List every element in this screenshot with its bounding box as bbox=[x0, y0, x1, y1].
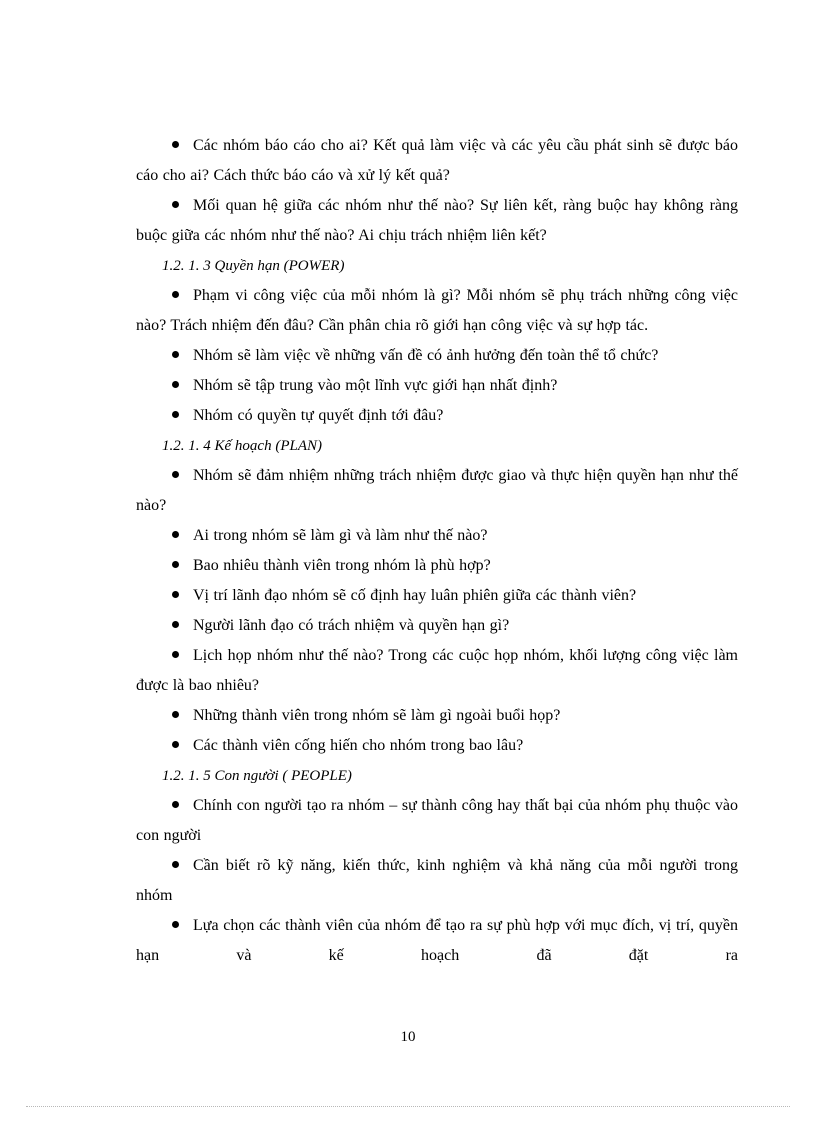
paragraph-text: Nhóm sẽ tập trung vào một lĩnh vực giới hạn nhất định? bbox=[193, 377, 558, 394]
bullet-paragraph bbox=[136, 641, 738, 701]
paragraph-text: Nhóm có quyền tự quyết định tới đâu? bbox=[193, 407, 444, 424]
bullet-paragraph bbox=[136, 551, 738, 581]
bullet-icon bbox=[172, 471, 179, 478]
page-bottom-divider bbox=[26, 1106, 790, 1107]
bullet-icon bbox=[172, 651, 179, 658]
bullet-paragraph bbox=[136, 521, 738, 551]
bullet-icon bbox=[172, 561, 179, 568]
bullet-icon bbox=[172, 591, 179, 598]
bullet-paragraph bbox=[136, 581, 738, 611]
bullet-paragraph bbox=[136, 731, 738, 761]
paragraph-text: Nhóm sẽ đảm nhiệm những trách nhiệm được giao và thực hiện quyền hạn như thế nào? bbox=[136, 467, 738, 514]
bullet-icon bbox=[172, 411, 179, 418]
paragraph-text: Ai trong nhóm sẽ làm gì và làm như thế nào? bbox=[193, 527, 488, 544]
section-heading-power: 1.2. 1. 3 Quyền hạn (POWER) bbox=[162, 258, 345, 274]
bullet-paragraph bbox=[136, 131, 738, 191]
paragraph-text: Cần biết rõ kỹ năng, kiến thức, kinh nghiệm và khả năng của mỗi người trong nhóm bbox=[136, 857, 738, 904]
bullet-icon bbox=[172, 351, 179, 358]
bullet-icon bbox=[172, 201, 179, 208]
bullet-paragraph bbox=[136, 461, 738, 521]
section-heading-plan: 1.2. 1. 4 Kế hoạch (PLAN) bbox=[162, 438, 322, 454]
paragraph-text: Phạm vi công việc của mỗi nhóm là gì? Mỗi nhóm sẽ phụ trách những công việc nào? Trách nhiệm đến đâu? Cần phân chia rõ giới hạn công việc và sự hợp tác. bbox=[136, 287, 738, 334]
paragraph-text: Các thành viên cống hiến cho nhóm trong bao lâu? bbox=[193, 737, 524, 754]
bullet-icon bbox=[172, 621, 179, 628]
bullet-paragraph bbox=[136, 371, 738, 401]
bullet-icon bbox=[172, 741, 179, 748]
bullet-icon bbox=[172, 381, 179, 388]
paragraph-text: Chính con người tạo ra nhóm – sự thành công hay thất bại của nhóm phụ thuộc vào con người bbox=[136, 797, 738, 844]
bullet-paragraph bbox=[136, 191, 738, 251]
paragraph-text: Mối quan hệ giữa các nhóm như thế nào? Sự liên kết, ràng buộc hay không ràng buộc giữa các nhóm như thế nào? Ai chịu trách nhiệm liên kết? bbox=[136, 197, 738, 244]
bullet-paragraph bbox=[136, 701, 738, 731]
bullet-icon bbox=[172, 921, 179, 928]
page-number: 10 bbox=[400, 1029, 416, 1045]
paragraph-text: Nhóm sẽ làm việc về những vấn đề có ảnh hưởng đến toàn thể tổ chức? bbox=[193, 347, 659, 364]
bullet-paragraph bbox=[136, 611, 738, 641]
bullet-paragraph bbox=[136, 341, 738, 371]
bullet-icon bbox=[172, 711, 179, 718]
bullet-icon bbox=[172, 801, 179, 808]
paragraph-text: Lịch họp nhóm như thế nào? Trong các cuộc họp nhóm, khối lượng công việc làm được là bao nhiêu? bbox=[136, 647, 738, 694]
document-body bbox=[136, 131, 738, 971]
bullet-paragraph bbox=[136, 911, 738, 971]
bullet-paragraph bbox=[136, 791, 738, 851]
paragraph-text: Lựa chọn các thành viên của nhóm để tạo ra sự phù hợp với mục đích, vị trí, quyền hạn và kế hoạch đã đặt ra bbox=[136, 917, 738, 964]
paragraph-text: Những thành viên trong nhóm sẽ làm gì ngoài buổi họp? bbox=[193, 707, 561, 724]
bullet-icon bbox=[172, 861, 179, 868]
bullet-icon bbox=[172, 291, 179, 298]
bullet-paragraph bbox=[136, 281, 738, 341]
paragraph-text: Người lãnh đạo có trách nhiệm và quyền hạn gì? bbox=[193, 617, 510, 634]
bullet-paragraph bbox=[136, 851, 738, 911]
bullet-icon bbox=[172, 141, 179, 148]
paragraph-text: Các nhóm báo cáo cho ai? Kết quả làm việc và các yêu cầu phát sinh sẽ được báo cáo cho ai? Cách thức báo cáo và xử lý kết quả? bbox=[136, 137, 738, 184]
bullet-paragraph bbox=[136, 401, 738, 431]
section-heading-people: 1.2. 1. 5 Con người ( PEOPLE) bbox=[162, 768, 352, 784]
paragraph-text: Bao nhiêu thành viên trong nhóm là phù hợp? bbox=[193, 557, 491, 574]
bullet-icon bbox=[172, 531, 179, 538]
paragraph-text: Vị trí lãnh đạo nhóm sẽ cố định hay luân phiên giữa các thành viên? bbox=[193, 587, 637, 604]
